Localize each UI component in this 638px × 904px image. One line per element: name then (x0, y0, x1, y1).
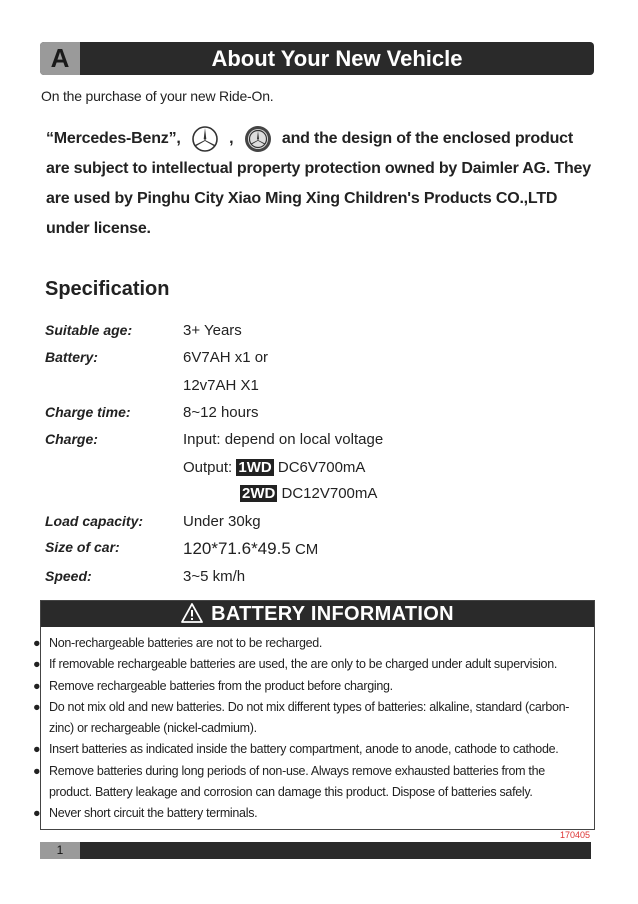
ip-line-4: under license. (46, 220, 151, 237)
ip-text-part2: and the design of the enclosed product (281, 130, 573, 147)
spec-value: 8~12 hours (183, 404, 259, 421)
spec-value: 12v7AH X1 (183, 377, 259, 394)
list-item-text: Insert batteries as indicated inside the battery compartment, anode to anode, cathode to cathode. (49, 742, 559, 757)
spec-value: 6V7AH x1 or (183, 349, 269, 366)
size-unit: CM (294, 541, 319, 558)
spec-label: Speed: (45, 568, 92, 584)
list-item (33, 739, 603, 760)
warning-triangle-icon (181, 603, 203, 623)
section-header (40, 42, 594, 75)
bullet: ● (33, 636, 41, 650)
spec-label: Battery: (45, 349, 98, 365)
bullet: ● (33, 699, 41, 714)
list-item-text: Remove batteries during long periods of non-use. Always remove exhausted batteries from the product. Battery leakage and corrosion can damage this product. Dispose of batteries safely. (49, 763, 545, 800)
ip-comma: , (229, 130, 234, 147)
page-number: 1 (40, 842, 80, 859)
bullet: ● (33, 657, 41, 672)
bullet: ● (33, 763, 41, 778)
intro-text: On the purchase of your new Ride-On. (41, 88, 274, 104)
wd-badge-2wd: 2WD (242, 485, 276, 502)
ip-line-1 (46, 124, 606, 154)
spec-label: Size of car: (45, 539, 120, 555)
specification-heading: Specification (45, 278, 170, 300)
spec-value: 3+ Years (183, 322, 242, 339)
wd-value-2wd: DC12V700mA (281, 485, 378, 502)
document-code: 170405 (560, 830, 591, 840)
spec-value (183, 539, 318, 559)
spec-value: Input: depend on local voltage (183, 431, 384, 448)
bullet: ● (33, 678, 41, 693)
wd-badge-1wd: 1WD (238, 459, 272, 476)
ip-text-part1: “Mercedes-Benz”, (46, 130, 181, 147)
list-item-text: Non-rechargeable batteries are not to be recharged. (49, 636, 323, 650)
list-item (33, 697, 589, 740)
wd-value-1wd: DC6V700mA (277, 459, 366, 476)
mercedes-wreath-logo-icon (244, 125, 272, 153)
bullet: ● (33, 806, 41, 821)
battery-info-list (33, 633, 603, 825)
list-item (33, 633, 603, 654)
spec-label: Charge time: (45, 404, 131, 420)
spec-value (183, 459, 365, 476)
bullet: ● (33, 742, 41, 757)
battery-info-header (41, 601, 594, 627)
output-label: Output: (183, 459, 233, 476)
page-footer (40, 842, 591, 859)
spec-value: Under 30kg (183, 513, 261, 530)
spec-label: Charge: (45, 431, 98, 447)
section-letter: A (40, 42, 80, 75)
spec-value: 3~5 km/h (183, 568, 246, 585)
battery-information-box (33, 600, 595, 830)
spec-label: Suitable age: (45, 322, 133, 338)
spec-label: Load capacity: (45, 513, 144, 529)
list-item (33, 654, 603, 675)
list-item-text: Do not mix old and new batteries. Do not mix different types of batteries: alkaline, standard (carbon-zinc) or rechargeable (nickel-cadmium). (49, 699, 570, 736)
list-item-text: If removable rechargeable batteries are used, the are only to be charged under adult supervision. (49, 657, 558, 672)
list-item (33, 676, 603, 697)
size-value: 120*71.6*49.5 (183, 539, 291, 558)
list-item (33, 803, 603, 824)
ip-notice (46, 124, 606, 244)
battery-info-title: BATTERY INFORMATION (211, 603, 454, 625)
mercedes-star-icon (191, 125, 219, 153)
list-item (33, 761, 589, 804)
list-item-text: Remove rechargeable batteries from the product before charging. (49, 678, 393, 693)
section-title: About Your New Vehicle (211, 46, 463, 71)
spec-value (240, 485, 377, 502)
ip-line-2: are subject to intellectual property protection owned by Daimler AG. They (46, 160, 591, 177)
ip-line-3: are used by Pinghu City Xiao Ming Xing Children's Products CO.,LTD (46, 190, 558, 207)
list-item-text: Never short circuit the battery terminals. (49, 806, 258, 821)
